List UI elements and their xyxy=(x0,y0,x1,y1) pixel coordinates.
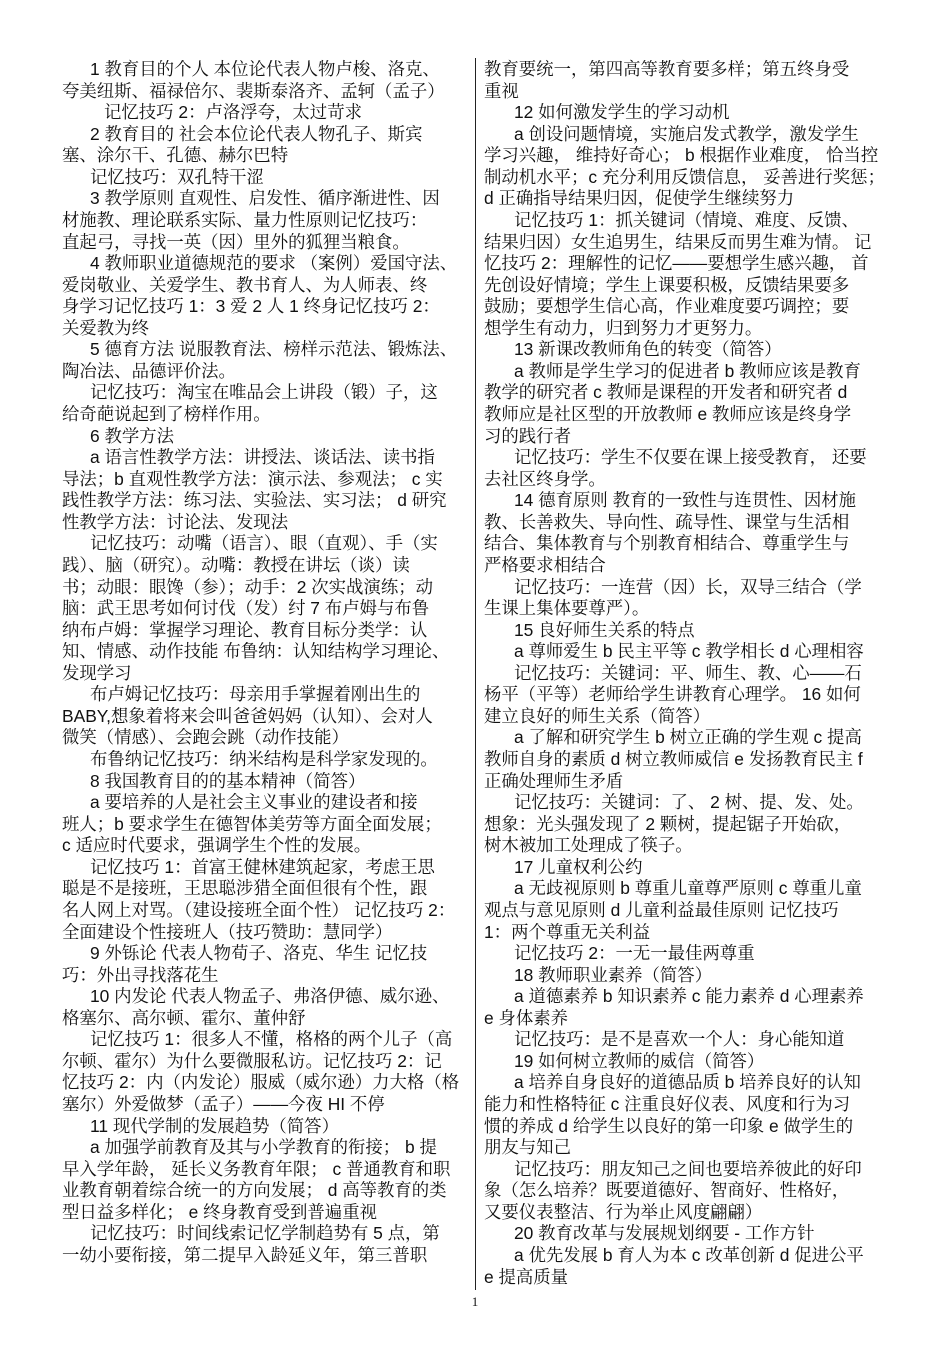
text-line: 结合、集体教育与个别教育相结合、尊重学生与 xyxy=(484,533,850,554)
text-line: 践性教学方法：练习法、实验法、实习法； d 研究 xyxy=(62,490,447,511)
text-line: 能力和性格特征 c 注重良好仪表、风度和行为习 xyxy=(484,1094,851,1114)
right-column xyxy=(484,59,904,1288)
text-line: 结果归因）女生追男生，结果反而男生难为情。 记 xyxy=(484,231,872,252)
text-line: 5 德育方法 说服教育法、榜样示范法、锻炼法、 xyxy=(90,339,458,360)
paragraph xyxy=(62,102,472,124)
paragraph xyxy=(62,533,472,684)
text-line: 12 如何激发学生的学习动机 xyxy=(514,102,730,123)
text-line: 塞尔）外爱做梦（孟子）——今夜 HI 不停 xyxy=(62,1094,385,1114)
paragraph xyxy=(62,339,472,382)
text-line: 记忆技巧：关键词：平、师生、教、心——石 xyxy=(514,662,862,683)
text-line: 想学生有动力，归到努力才更努力。 xyxy=(484,317,763,338)
text-line: BABY,想象着将来会叫爸爸妈妈（认知）、会对人 xyxy=(62,705,433,726)
text-line: a 语言性教学方法：讲授法、谈话法、读书指 xyxy=(90,447,435,468)
text-line: 性教学方法：讨论法、发现法 xyxy=(62,511,289,532)
text-line: 杨平（平等）老师给学生讲教育心理学。 16 如何 xyxy=(484,684,861,705)
text-line: 夸美纽斯、福禄倍尔、裴斯泰洛齐、孟轲（孟子） xyxy=(62,80,445,101)
text-line: 书；动眼：眼馋（参）；动手：2 次实战演练；动 xyxy=(62,576,434,597)
text-line: 身学习记忆技巧 1：3 爱 2 人 1 终身记忆技巧 2： xyxy=(62,296,440,317)
text-line: 学习兴趣， 维持好奇心； b 根据作业难度， 恰当控 xyxy=(484,145,879,166)
text-line: a 优先发展 b 育人为本 c 改革创新 d 促进公平 xyxy=(514,1244,864,1265)
text-line: 发现学习 xyxy=(62,662,132,683)
paragraph xyxy=(62,188,472,253)
text-line: 去社区终身学。 xyxy=(484,468,606,489)
text-line: 尔顿、霍尔）为什么要微服私访。记忆技巧 2：记 xyxy=(62,1050,442,1071)
text-line: d 正确指导结果归因，促使学生继续努力 xyxy=(484,188,795,209)
text-line: 先创设好情境；学生上课要积极，反馈结果要多 xyxy=(484,274,850,295)
text-line: 观点与意见原则 d 儿童利益最佳原则 记忆技巧 xyxy=(484,899,839,920)
paragraph xyxy=(484,792,904,857)
paragraph xyxy=(62,426,472,448)
text-line: 知、情感、动作技能 布鲁纳：认知结构学习理论、 xyxy=(62,641,450,662)
text-line: 习的践行者 xyxy=(484,425,571,446)
text-line: 1：两个尊重无关利益 xyxy=(484,921,651,942)
paragraph xyxy=(62,124,472,167)
text-line: 惯的养成 d 给学生以良好的第一印象 e 做学生的 xyxy=(484,1115,854,1136)
paragraph xyxy=(484,339,904,361)
paragraph xyxy=(484,943,904,965)
text-line: 13 新课改教师角色的转变（简答） xyxy=(514,339,782,360)
text-line: 树木被加工处理成了筷子。 xyxy=(484,835,693,856)
text-line: 生课上集体要尊严）。 xyxy=(484,598,650,619)
paragraph xyxy=(62,1116,472,1138)
text-line: 陶冶法、品德评价法。 xyxy=(62,360,236,381)
text-line: 材施教、理论联系实际、量力性原则记忆技巧： xyxy=(62,209,428,230)
paragraph xyxy=(62,792,472,857)
text-line: 格塞尔、高尔顿、霍尔、董仲舒 xyxy=(62,1007,306,1028)
text-line: 导法；b 直观性教学方法：演示法、参观法； c 实 xyxy=(62,468,443,489)
text-line: 重视 xyxy=(484,80,519,101)
paragraph xyxy=(62,382,472,425)
text-line: c 适应时代要求，强调学生个性的发展。 xyxy=(62,835,372,856)
text-line: 践）、脑（研究）。动嘴：教授在讲坛（谈）读 xyxy=(62,554,410,575)
text-line: 记忆技巧：学生不仅要在课上接受教育， 还要 xyxy=(514,447,867,468)
text-line: 布卢姆记忆技巧：母亲用手掌握着刚出生的 xyxy=(90,684,421,705)
paragraph xyxy=(484,102,904,124)
text-line: 记忆技巧 1：首富王健林建筑起家，考虑王思 xyxy=(90,856,435,877)
text-line: 全面建设个性接班人（技巧赞助：慧同学） xyxy=(62,921,393,942)
left-column xyxy=(62,59,472,1267)
text-line: 忆技巧 2：内（内发论）服威（威尔逊）力大格（格 xyxy=(62,1072,460,1093)
text-line: 班人；b 要求学生在德智体美劳等方面全面发展； xyxy=(62,813,442,834)
text-line: 想象：光头强发现了 2 颗树，提起锯子开始砍， xyxy=(484,813,852,834)
paragraph xyxy=(62,986,472,1029)
page-number: 1 xyxy=(471,1294,479,1309)
paragraph xyxy=(62,1137,472,1223)
paragraph xyxy=(484,210,904,339)
text-line: 聪是不是接班，王思聪涉猎全面但很有个性，跟 xyxy=(62,878,428,899)
paragraph xyxy=(62,943,472,986)
text-line: 给奇葩说起到了榜样作用。 xyxy=(62,404,271,424)
text-line: a 要培养的人是社会主义事业的建设者和接 xyxy=(90,792,418,813)
text-line: 教育要统一，第四高等教育要多样；第五终身受 xyxy=(484,59,850,79)
text-line: 一幼小要衔接，第二提早入龄延义年，第三普职 xyxy=(62,1244,428,1265)
text-line: 记忆技巧：一连营（因）长，双导三结合（学 xyxy=(514,576,862,597)
text-line: 教师应是社区型的开放教师 e 教师应该是终身学 xyxy=(484,404,852,424)
text-line: 记忆技巧：时间线索记忆学制趋势有 5 点，第 xyxy=(90,1223,440,1244)
text-line: a 了解和研究学生 b 树立正确的学生观 c 提高 xyxy=(514,727,862,748)
text-line: a 加强学前教育及其与小学教育的衔接； b 提 xyxy=(90,1137,437,1158)
paragraph xyxy=(484,641,904,663)
text-line: 18 教师职业素养（简答） xyxy=(514,964,713,985)
text-line: 记忆技巧 1：抓关键词（情境、难度、反馈、 xyxy=(514,209,859,230)
paragraph xyxy=(484,124,904,210)
text-line: 忆技巧 2：理解性的记忆——要想学生感兴趣， 首 xyxy=(484,253,869,274)
text-line: 3 教学原则 直观性、启发性、循序渐进性、因 xyxy=(90,188,440,209)
paragraph xyxy=(62,684,472,749)
paragraph xyxy=(484,620,904,642)
text-line: 14 德育原则 教育的一致性与连贯性、因材施 xyxy=(514,490,857,511)
paragraph xyxy=(484,1159,904,1224)
text-line: 巧：外出寻找落花生 xyxy=(62,964,219,985)
paragraph xyxy=(484,878,904,943)
paragraph xyxy=(62,253,472,339)
text-line: 记忆技巧：淘宝在唯品会上讲段（锻）子，这 xyxy=(90,382,438,403)
text-line: 教学的研究者 c 教师是课程的开发者和研究者 d xyxy=(484,382,848,403)
paragraph xyxy=(484,965,904,987)
text-line: a 培养自身良好的道德品质 b 培养良好的认知 xyxy=(514,1072,861,1093)
text-line: a 创设问题情境，实施启发式教学，激发学生 xyxy=(514,123,859,144)
text-line: 记忆技巧：朋友知己之间也要培养彼此的好印 xyxy=(514,1158,862,1179)
text-line: 教、长善救失、导向性、疏导性、课堂与生活相 xyxy=(484,511,850,532)
paragraph xyxy=(484,59,904,102)
text-line: 朋友与知己 xyxy=(484,1137,571,1158)
text-line: 直起弓，寻找一英（因）里外的狐狸当粮食。 xyxy=(62,231,410,252)
paragraph xyxy=(484,1072,904,1158)
text-line: a 教师是学生学习的促进者 b 教师应该是教育 xyxy=(514,360,861,381)
text-line: 4 教师职业道德规范的要求 （案例）爱国守法、 xyxy=(90,253,458,274)
text-line: a 无歧视原则 b 尊重儿童尊严原则 c 尊重儿童 xyxy=(514,878,862,899)
text-line: 严格要求相结合 xyxy=(484,554,606,575)
column-divider xyxy=(475,58,476,1290)
paragraph xyxy=(62,167,472,189)
paragraph xyxy=(62,447,472,533)
text-line: 关爱教为终 xyxy=(62,317,149,338)
text-line: e 身体素养 xyxy=(484,1007,569,1028)
text-line: 教师自身的素质 d 树立教师威信 e 发扬教育民主 f xyxy=(484,749,863,769)
text-line: e 提高质量 xyxy=(484,1266,569,1287)
paragraph xyxy=(62,59,472,102)
paragraph xyxy=(62,1029,472,1115)
text-line: 19 如何树立教师的威信（简答） xyxy=(514,1050,765,1071)
text-line: 制动机水平；c 充分利用反馈信息， 妥善进行奖惩； xyxy=(484,166,885,187)
text-line: 型日益多样化； e 终身教育受到普遍重视 xyxy=(62,1201,377,1222)
paragraph xyxy=(484,727,904,792)
text-line: 早入学年龄， 延长义务教育年限； c 普通教育和职 xyxy=(62,1158,451,1179)
text-line: 记忆技巧：是不是喜欢一个人：身心能知道 xyxy=(514,1029,845,1050)
text-line: 记忆技巧：动嘴（语言）、眼（直观）、手（实 xyxy=(90,533,438,554)
paragraph xyxy=(484,663,904,728)
text-line: 记忆技巧：关键词：了、 2 树、提、发、处。 xyxy=(514,792,864,813)
paragraph xyxy=(484,1051,904,1073)
paragraph xyxy=(62,749,472,771)
text-line: 2 教育目的 社会本位论代表人物孔子、斯宾 xyxy=(90,123,423,144)
text-line: 鼓励；要想学生信心高，作业难度要巧调控；要 xyxy=(484,296,850,317)
text-line: a 道德素养 b 知识素养 c 能力素养 d 心理素养 xyxy=(514,986,864,1007)
paragraph xyxy=(62,771,472,793)
paragraph xyxy=(484,577,904,620)
text-line: 塞、涂尔干、孔德、赫尔巴特 xyxy=(62,145,289,166)
text-line: 记忆技巧 1：很多人不懂，格格的两个儿子（高 xyxy=(90,1029,453,1050)
text-line: a 尊师爱生 b 民主平等 c 教学相长 d 心理相容 xyxy=(514,641,864,662)
text-line: 记忆技巧：双孔特干涩 xyxy=(90,166,264,187)
text-line: 11 现代学制的发展趋势（简答） xyxy=(90,1115,339,1136)
paragraph xyxy=(484,857,904,879)
text-line: 1 教育目的个人 本位论代表人物卢梭、洛克、 xyxy=(90,59,440,79)
text-line: 20 教育改革与发展规划纲要 - 工作方针 xyxy=(514,1223,815,1244)
text-line: 名人网上对骂。（建设接班全面个性） 记忆技巧 2： xyxy=(62,899,456,920)
text-line: 建立良好的师生关系（简答） xyxy=(484,705,711,726)
text-line: 记忆技巧 2：卢洛浮夸，太过苛求 xyxy=(104,102,362,123)
text-line: 正确处理师生矛盾 xyxy=(484,770,624,791)
text-line: 6 教学方法 xyxy=(90,425,175,446)
paragraph xyxy=(484,361,904,447)
paragraph xyxy=(484,986,904,1029)
text-line: 象（怎么培养？既要道德好、智商好、性格好， xyxy=(484,1180,850,1201)
text-line: 9 外铄论 代表人物荀子、洛克、华生 记忆技 xyxy=(90,943,428,964)
paragraph xyxy=(62,857,472,943)
paragraph xyxy=(484,1245,904,1288)
text-line: 脑：武王思考如何讨伐（发）纣 7 布卢姆与布鲁 xyxy=(62,598,430,619)
text-line: 8 我国教育目的的基本精神（简答） xyxy=(90,770,366,791)
paragraph xyxy=(484,1223,904,1245)
text-line: 爱岗敬业、关爱学生、教书育人、为人师表、终 xyxy=(62,274,428,295)
text-line: 10 内发论 代表人物孟子、弗洛伊德、威尔逊、 xyxy=(90,986,450,1007)
text-line: 17 儿童权利公约 xyxy=(514,856,643,877)
paragraph xyxy=(484,490,904,576)
text-line: 15 良好师生关系的特点 xyxy=(514,619,695,640)
text-line: 又要仪表整洁、行为举止风度翩翩） xyxy=(484,1201,763,1222)
text-line: 布鲁纳记忆技巧：纳米结构是科学家发现的。 xyxy=(90,749,438,769)
text-line: 业教育朝着综合统一的方向发展； d 高等教育的类 xyxy=(62,1180,447,1201)
paragraph xyxy=(62,1223,472,1266)
paragraph xyxy=(484,1029,904,1051)
paragraph xyxy=(484,447,904,490)
text-line: 记忆技巧 2：一无一最佳两尊重 xyxy=(514,943,755,964)
text-line: 纳布卢姆：掌握学习理论、教育目标分类学：认 xyxy=(62,619,428,640)
text-line: 微笑（情感）、会跑会跳（动作技能） xyxy=(62,727,349,748)
